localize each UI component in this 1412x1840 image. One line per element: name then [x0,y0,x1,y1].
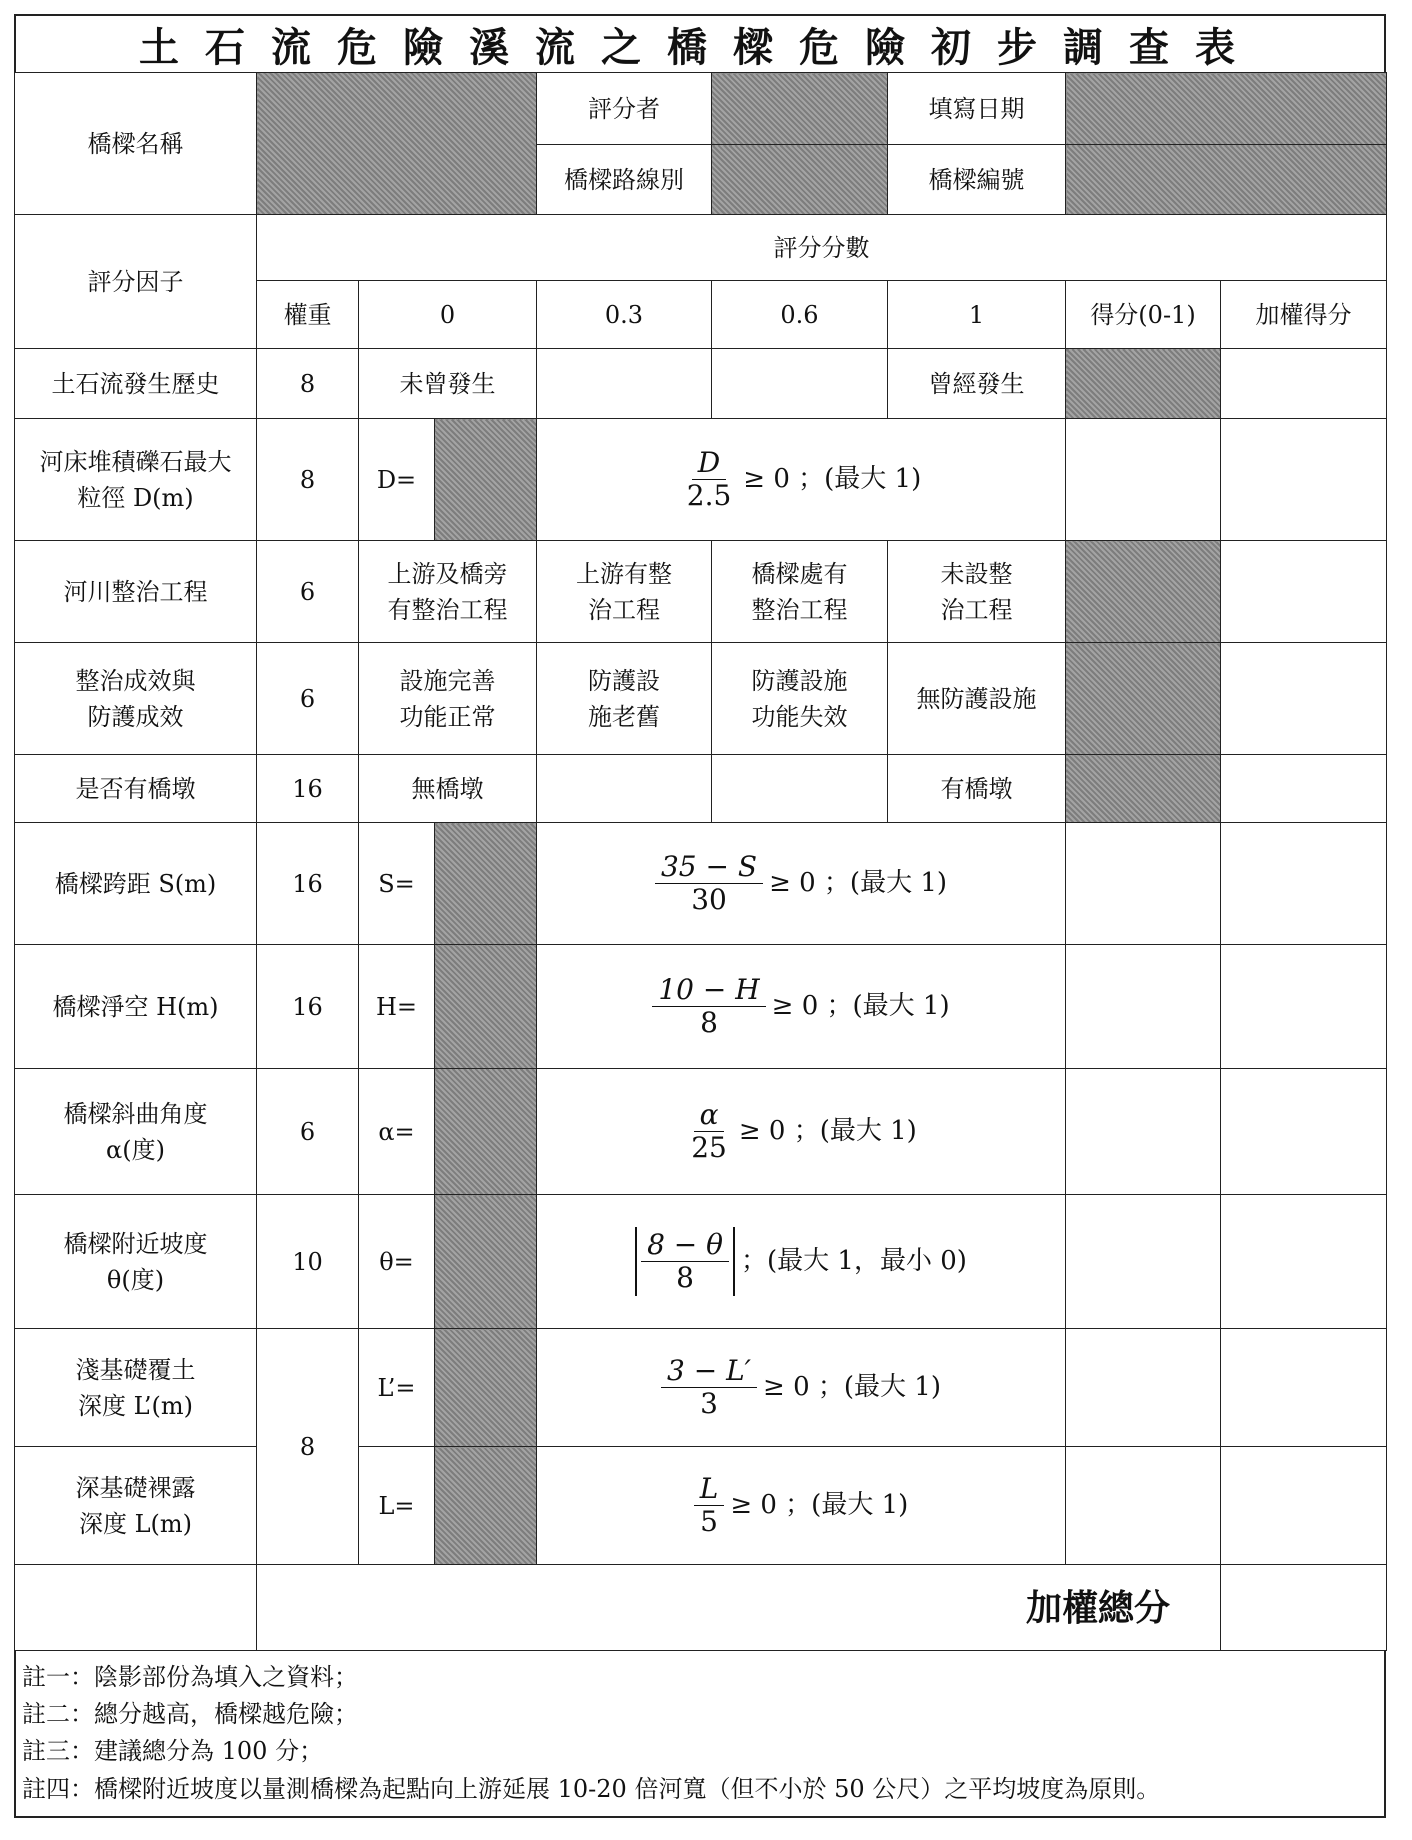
option-1: 未設整 治工程 [888,541,1066,643]
scorer-field[interactable] [712,73,888,145]
notes [14,1651,1386,1818]
factor-column-header: 評分因子 [15,215,257,349]
factor-label: 河川整治工程 [15,541,257,643]
note-1: 註一：陰影部份為填入之資料； [22,1663,358,1691]
variable-input[interactable] [435,419,537,541]
points-field[interactable] [1066,755,1221,823]
score-06-header: 0.6 [712,281,888,349]
weight-value: 8 [257,419,359,541]
factor-label: 橋樑跨距 S(m) [15,823,257,945]
table-row [15,1329,1387,1447]
points-field[interactable] [1066,541,1221,643]
bridge-id-field[interactable] [1066,145,1387,215]
score-0-header: 0 [359,281,537,349]
points-field[interactable] [1066,419,1221,541]
route-field[interactable] [712,145,888,215]
factor-label: 橋樑斜曲角度 α(度) [15,1069,257,1195]
weight-value: 10 [257,1195,359,1329]
variable-input[interactable] [435,823,537,945]
option-0: 上游及橋旁 有整治工程 [359,541,537,643]
note-4: 註四：橋樑附近坡度以量測橋樑為起點向上游延展 10-20 倍河寬（但不小於 50 公尺）之平均坡度為原則。 [22,1774,1161,1803]
table-row [15,643,1387,755]
weighted-score [1221,823,1387,945]
option-06: 防護設施 功能失效 [712,643,888,755]
formula: $\frac{D}{2.5}$ ≥ 0 ；(最大 1) [537,419,1066,541]
option-03: 上游有整 治工程 [537,541,712,643]
option-1: 無防護設施 [888,643,1066,755]
formula: $\frac{10 - H}{8}$ ≥ 0 ；(最大 1) [537,945,1066,1069]
survey-table [14,72,1387,1651]
note-3: 註三：建議總分為 100 分； [22,1737,324,1766]
option-1: 曾經發生 [888,349,1066,419]
weighted-score [1221,755,1387,823]
factor-label: 整治成效與 防護成效 [15,643,257,755]
weight-value: 6 [257,1069,359,1195]
weighted-score [1221,1447,1387,1565]
factor-label: 橋樑淨空 H(m) [15,945,257,1069]
fill-date-field[interactable] [1066,73,1387,145]
variable-label: H= [359,945,435,1069]
weighted-score [1221,541,1387,643]
route-label: 橋樑路線別 [537,145,712,215]
weight-column-header: 權重 [257,281,359,349]
points-field[interactable] [1066,1069,1221,1195]
weighted-score [1221,419,1387,541]
option-0: 設施完善 功能正常 [359,643,537,755]
option-1: 有橋墩 [888,755,1066,823]
bridge-id-label: 橋樑編號 [888,145,1066,215]
variable-input[interactable] [435,1329,537,1447]
weighted-score [1221,349,1387,419]
weighted-score [1221,945,1387,1069]
weight-value: 16 [257,755,359,823]
option-03: 防護設 施老舊 [537,643,712,755]
weight-value: 6 [257,643,359,755]
variable-label: L= [359,1447,435,1565]
weighted-total-label: 加權總分 [257,1565,1221,1651]
weight-value: 16 [257,945,359,1069]
score-1-header: 1 [888,281,1066,349]
option-06 [712,755,888,823]
table-row [15,419,1387,541]
table-row [15,755,1387,823]
weight-value: 16 [257,823,359,945]
weight-value: 8 [257,1329,359,1565]
factor-label: 河床堆積礫石最大 粒徑 D(m) [15,419,257,541]
variable-input[interactable] [435,1195,537,1329]
weight-value: 6 [257,541,359,643]
variable-label: L’= [359,1329,435,1447]
weighted-score [1221,643,1387,755]
total-row [15,1565,1387,1651]
score-03-header: 0.3 [537,281,712,349]
bridge-name-field[interactable] [257,73,537,215]
points-field[interactable] [1066,823,1221,945]
points-field[interactable] [1066,1447,1221,1565]
variable-input[interactable] [435,1447,537,1565]
factor-label: 是否有橋墩 [15,755,257,823]
fill-date-label: 填寫日期 [888,73,1066,145]
points-field[interactable] [1066,643,1221,755]
points-field[interactable] [1066,945,1221,1069]
table-row [15,1069,1387,1195]
points-field[interactable] [1066,1195,1221,1329]
variable-input[interactable] [435,945,537,1069]
formula: $\frac{35 - S}{30}$ ≥ 0 ；(最大 1) [537,823,1066,945]
table-row [15,823,1387,945]
option-06: 橋樑處有 整治工程 [712,541,888,643]
formula: $\frac{8 - \theta}{8}$ ；(最大 1，最小 0) [537,1195,1066,1329]
table-row [15,1195,1387,1329]
table-row [15,1447,1387,1565]
points-field[interactable] [1066,1329,1221,1447]
option-03 [537,755,712,823]
table-row [15,349,1387,419]
survey-form [14,14,1386,1818]
variable-label: α= [359,1069,435,1195]
weight-value: 8 [257,349,359,419]
weighted-score [1221,1195,1387,1329]
variable-label: θ= [359,1195,435,1329]
form-title: 土石流危險溪流之橋樑危險初步調查表 [14,14,1386,72]
option-0: 無橋墩 [359,755,537,823]
note-2: 註二：總分越高，橋樑越危險； [22,1700,358,1729]
formula: $\frac{L}{5}$ ≥ 0 ；(最大 1) [537,1447,1066,1565]
weighted-score [1221,1329,1387,1447]
table-row [15,945,1387,1069]
scorer-label: 評分者 [537,73,712,145]
option-06 [712,349,888,419]
option-0: 未曾發生 [359,349,537,419]
points-header: 得分(0-1) [1066,281,1221,349]
weighted-header: 加權得分 [1221,281,1387,349]
variable-input[interactable] [435,1069,537,1195]
option-03 [537,349,712,419]
bridge-name-label: 橋樑名稱 [15,73,257,215]
formula: $\frac{\alpha}{25}$ ≥ 0 ；(最大 1) [537,1069,1066,1195]
table-row [15,541,1387,643]
factor-label: 深基礎裸露 深度 L(m) [15,1447,257,1565]
weighted-score [1221,1069,1387,1195]
weighted-total-field[interactable] [1221,1565,1387,1651]
score-column-header: 評分分數 [257,215,1387,281]
variable-label: D= [359,419,435,541]
factor-label: 土石流發生歷史 [15,349,257,419]
variable-label: S= [359,823,435,945]
points-field[interactable] [1066,349,1221,419]
formula: $\frac{3 - L'}{3}$ ≥ 0 ；(最大 1) [537,1329,1066,1447]
factor-label: 淺基礎覆土 深度 L’(m) [15,1329,257,1447]
factor-label: 橋樑附近坡度 θ(度) [15,1195,257,1329]
total-blank [15,1565,257,1651]
